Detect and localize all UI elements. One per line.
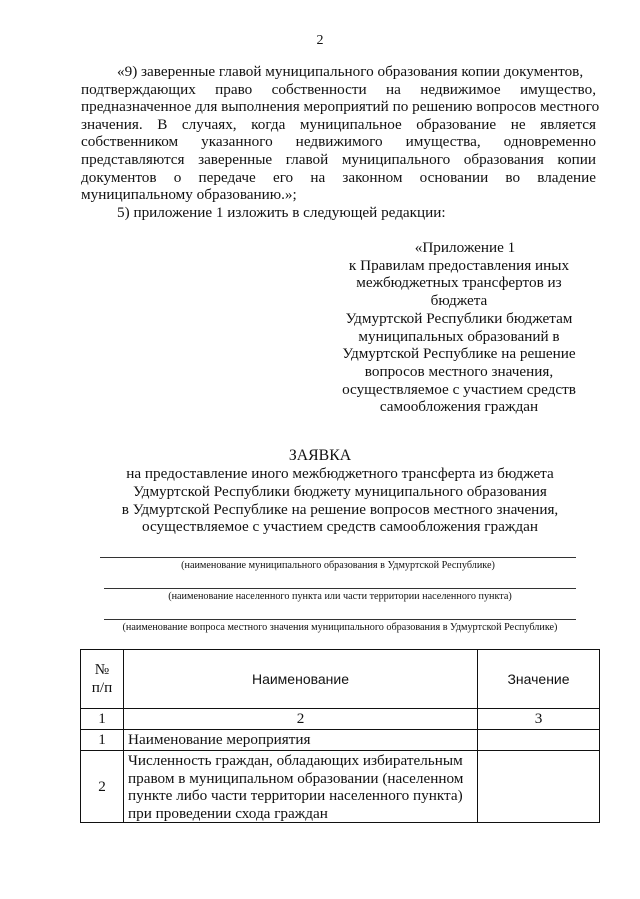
row-number: 2 [81,751,124,823]
text-line: значения. В случаях, когда муниципальное образование не является [81,115,596,133]
row-name [124,751,478,823]
text-line: «9) заверенные главой муниципального образования копии документов, [117,63,584,80]
row-value-input[interactable] [478,751,600,823]
appendix-line: Удмуртской Республике на решение [342,345,576,363]
text-line: муниципальному образованию.»; [81,186,297,204]
row-name-line: Численность граждан, обладающих избирательным [128,752,463,769]
row-name-line: пункте либо части территории населенного пункта) [128,787,463,804]
form-title: ЗАЯВКА [288,447,352,464]
page-number: 2 [316,33,324,48]
table-row [81,751,600,823]
row-number: 1 [81,730,124,751]
field-caption-local-issue: (наименование вопроса местного значения муниципального образования в Удмуртской Республике) [122,622,558,633]
header-num-cell [81,650,124,709]
header-num-label: п/п [91,679,113,696]
appendix-line: к Правилам предоставления иных [348,256,570,274]
appendix-line: Удмуртской Республики бюджетам [345,309,573,327]
numbering-cell: 1 [81,709,124,730]
header-num-symbol: № [94,661,110,678]
appendix-line: осуществляемое с участием средств [342,380,576,398]
field-caption-settlement: (наименование населенного пункта или части территории населенного пункта) [168,591,512,602]
header-value-cell: Значение [478,650,600,709]
appendix-line: «Приложение 1 [414,239,516,256]
field-underline-settlement[interactable] [104,588,576,589]
form-subtitle [80,465,600,536]
text-line: предназначенное для выполнения мероприятий по решению вопросов местного [81,98,600,116]
application-table [80,649,600,823]
appendix-header [330,239,588,416]
appendix-line: самообложения граждан [379,398,539,416]
subtitle-line: осуществляемое с участием средств самообложения граждан [142,518,538,536]
subtitle-line: Удмуртской Республики бюджету муниципального образования [133,482,547,500]
text-line: подтверждающих право собственности на недвижимое имущество, [81,80,596,98]
subtitle-line: в Удмуртской Республике на решение вопросов местного значения, [121,500,559,518]
text-line: документов о передаче его на законном основании во владение [81,168,596,186]
numbering-cell: 2 [124,709,478,730]
subtitle-line: на предоставление иного межбюджетного трансферта из бюджета [126,465,554,482]
text-line: собственником указанного недвижимого имущества, одновременно [81,133,596,151]
table-numbering-row [81,709,600,730]
text-line: представляются заверенные главой муниципального образования копии [81,151,596,168]
numbering-cell: 3 [478,709,600,730]
header-name-cell: Наименование [124,650,478,709]
field-underline-local-issue[interactable] [104,619,576,620]
field-underline-municipality[interactable] [100,557,576,558]
field-caption-municipality: (наименование муниципального образования в Удмуртской Республике) [181,560,495,571]
appendix-line: вопросов местного значения, [364,362,554,380]
row-name: Наименование мероприятия [124,730,478,751]
table-row [81,730,600,751]
appendix-line: муниципальных образований в [358,327,560,345]
row-name-line: правом в муниципальном образовании (населенном [128,769,464,787]
row-value-input[interactable] [478,730,600,751]
appendix-line: межбюджетных трансфертов из бюджета [356,274,562,310]
row-name-line: при проведении схода граждан [128,804,328,822]
table-header-row [81,650,600,709]
clause-5-text: 5) приложение 1 изложить в следующей редакции: [117,203,446,221]
